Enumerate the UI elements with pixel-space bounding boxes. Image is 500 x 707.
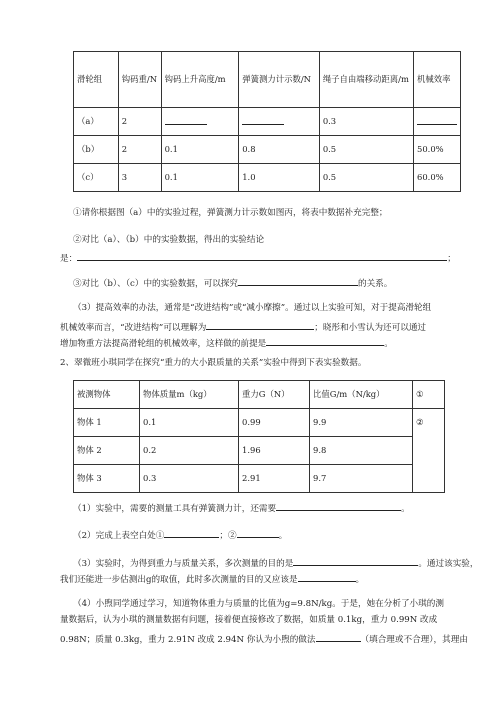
table-cell: 0.3 xyxy=(140,465,239,493)
answer-blank[interactable] xyxy=(316,631,361,642)
text: （3）实验时，为得到重力与质量关系，多次测量的目的是 xyxy=(73,559,294,569)
table-cell: 0.5 xyxy=(319,164,413,192)
answer-blank[interactable] xyxy=(164,527,219,538)
answer-blank[interactable] xyxy=(293,555,418,566)
q1-part3-line2 xyxy=(60,319,426,334)
text: 我们还能进一步估测出g的取值，此时多次测量的目的又应该是 xyxy=(60,575,298,585)
table-cell: 2 xyxy=(118,108,161,136)
punct: 。 xyxy=(401,504,410,514)
answer-blank[interactable] xyxy=(298,571,356,582)
header-cell: 重力G（N） xyxy=(239,381,310,409)
answer-blank[interactable] xyxy=(77,250,447,261)
table-cell xyxy=(161,108,239,136)
header-cell: 比值G/m（N/kg） xyxy=(310,381,413,409)
header-cell: 绳子自由端移动距离/m xyxy=(319,52,413,108)
table-cell: ② xyxy=(413,409,445,493)
table-row xyxy=(74,437,445,465)
table-header-row xyxy=(74,381,445,409)
header-cell: 弹簧测力计示数/N xyxy=(239,52,320,108)
table-cell: 9.8 xyxy=(310,437,413,465)
q2-part3-line1 xyxy=(73,555,478,570)
text: （2）完成上表空白处① xyxy=(73,531,165,541)
table-cell: 0.1 xyxy=(140,409,239,437)
q1-step2: ②对比（a）、（b）中的实验数据，得出的实验结论 xyxy=(73,235,265,245)
table-row xyxy=(74,136,461,164)
q2-part4-line1: （4）小煦同学通过学习，知道物体重力与质量的比值为g=9.8N/kg。于是，她在分析了小琪的测 xyxy=(73,599,444,609)
table-cell: 0.3 xyxy=(319,108,413,136)
q1-part3-line3 xyxy=(60,335,393,350)
table-cell xyxy=(414,108,461,136)
answer-blank[interactable] xyxy=(417,115,457,125)
table-cell: 1.0 xyxy=(239,164,320,192)
table-row xyxy=(74,164,461,192)
table-cell: 0.5 xyxy=(319,136,413,164)
table-cell: 2 xyxy=(118,136,161,164)
text: 。 xyxy=(384,339,393,349)
table-cell: （b） xyxy=(74,136,119,164)
q1-step3 xyxy=(73,275,392,290)
table-cell: 1.96 xyxy=(239,437,310,465)
table-cell: 0.99 xyxy=(239,409,310,437)
table-cell xyxy=(239,108,320,136)
table-cell: 60.0% xyxy=(414,164,461,192)
q2-part1 xyxy=(73,500,410,515)
table-row xyxy=(74,409,445,437)
punct: 。 xyxy=(278,531,288,541)
text: ③对比（b）、（c）中的实验数据，可以探究 xyxy=(73,279,238,289)
q2-title: 2、翠微班小琪同学在探究“重力的大小跟质量的关系”实验中得到下表实验数据。 xyxy=(60,358,367,368)
table-cell: （c） xyxy=(74,164,119,192)
table-cell: 0.2 xyxy=(140,437,239,465)
answer-blank[interactable] xyxy=(238,275,358,286)
text: （1）实验中，需要的测量工具有弹簧测力计，还需要 xyxy=(73,504,277,514)
table-cell: 物体 3 xyxy=(74,465,140,493)
table-cell: 物体 2 xyxy=(74,437,140,465)
header-cell: 物体质量m（kg） xyxy=(140,381,239,409)
table-cell: 0.8 xyxy=(239,136,320,164)
table-cell: （a） xyxy=(74,108,119,136)
gravity-data-table xyxy=(73,380,445,493)
table-cell: 2.91 xyxy=(239,465,310,493)
header-cell: ① xyxy=(413,381,445,409)
q2-part4-line2: 量数据后，认为小琪的测量数据有问题，接着便直接修改了数据，如质量 0.1kg，重力 0.99N 改成 xyxy=(60,615,438,625)
q1-step1: ①请你根据图（a）中的实验过程，弹簧测力计示数如图丙，将表中数据补充完整； xyxy=(73,208,388,218)
text: 机械效率而言，“改进结构”可以理解为 xyxy=(60,323,207,333)
text: （填合理或不合理），其理由 xyxy=(360,635,468,645)
table-row xyxy=(74,465,445,493)
answer-blank[interactable] xyxy=(276,500,401,511)
punct: 。 xyxy=(355,575,365,585)
answer-blank[interactable] xyxy=(242,115,284,125)
table-cell: 0.1 xyxy=(161,164,239,192)
text: 增加物重方法提高滑轮组的机械效率，这样做的前提是 xyxy=(60,339,267,349)
table-cell: 50.0% xyxy=(414,136,461,164)
answer-blank[interactable] xyxy=(266,335,384,346)
table-cell: 3 xyxy=(118,164,161,192)
punct: ； xyxy=(447,254,456,264)
table-cell: 物体 1 xyxy=(74,409,140,437)
q1-part3-line1: （3）提高效率的办法，通常是“改进结构”或“减小摩擦”。通过以上实验可知，对于提高滑轮组 xyxy=(73,303,432,313)
text: 0.98N；质量 0.3kg，重力 2.91N 改成 2.94N 你认为小煦的做法 xyxy=(60,635,316,645)
label: 是： xyxy=(60,254,78,264)
header-cell: 钩码重/N xyxy=(118,52,161,108)
table-header-row xyxy=(74,52,461,108)
text: ；晓彤和小雪认为还可以通过 xyxy=(314,323,427,333)
q2-part4-line3 xyxy=(60,631,468,646)
pulley-data-table xyxy=(73,51,461,192)
q1-step2-answer-line xyxy=(60,250,456,265)
answer-blank[interactable] xyxy=(165,115,207,125)
table-cell: 9.9 xyxy=(310,409,413,437)
table-row xyxy=(74,108,461,136)
header-cell: 机械效率 xyxy=(414,52,461,108)
text: ；② xyxy=(219,531,237,541)
table-cell: 9.7 xyxy=(310,465,413,493)
header-cell: 被测物体 xyxy=(74,381,140,409)
answer-blank[interactable] xyxy=(237,527,279,538)
header-cell: 钩码上升高度/m xyxy=(161,52,239,108)
text: 的关系。 xyxy=(358,279,393,289)
text: 。通过该实验， xyxy=(418,559,479,569)
q2-part3-line2 xyxy=(60,571,364,586)
header-cell: 滑轮组 xyxy=(74,52,119,108)
table-cell: 0.1 xyxy=(161,136,239,164)
q2-part2 xyxy=(73,527,287,542)
answer-blank[interactable] xyxy=(206,319,314,330)
